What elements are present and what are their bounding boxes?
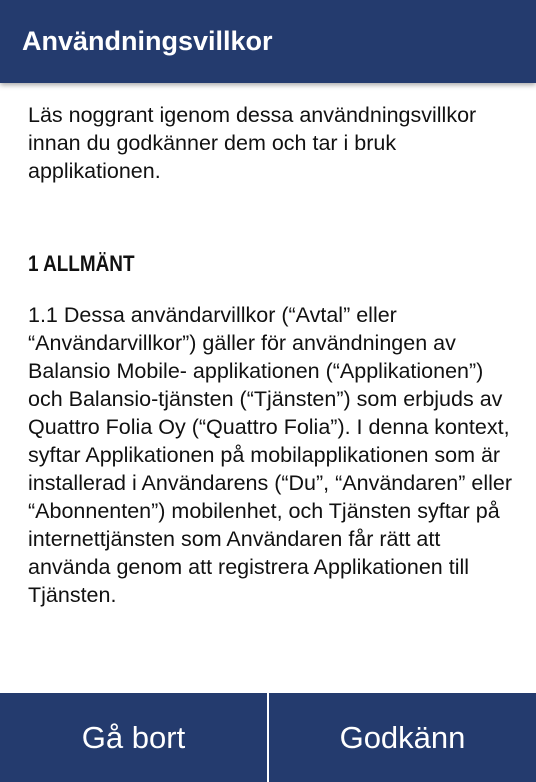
app-bar: [0, 0, 536, 83]
intro-text: Läs noggrant igenom dessa användningsvillkor innan du godkänner dem och tar i bruk applikationen.: [28, 103, 477, 183]
page-title: Användningsvillkor: [22, 26, 273, 56]
button-bar: [0, 693, 536, 782]
section-heading: 1 ALLMÄNT: [28, 251, 135, 276]
section-text: 1.1 Dessa användarvillkor (“Avtal” eller “Användarvillkor”) gäller för användningen av Balansio Mobile- applikationen (“Applikationen”) och Balansio-tjänsten (“Tjänsten”) som erbjuds av Quattro Folia Oy (“Quattro Folia”). I denna kontext, syftar Applikationen på mobilapplikationen som är installerad i Användarens (“Du”, “Användaren” eller “Abonnenten”) mobilenhet, och Tjänsten syftar på internettjänsten som Användaren får rätt att använda genom att registrera Applikationen till Tjänsten.: [28, 303, 512, 607]
terms-content[interactable]: [0, 83, 536, 693]
decline-button[interactable]: Gå bort: [81, 719, 186, 755]
accept-button[interactable]: Godkänn: [339, 719, 466, 755]
